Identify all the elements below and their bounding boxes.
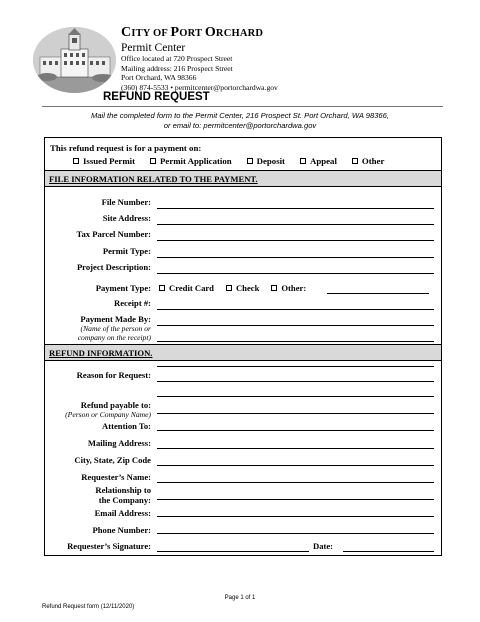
option-credit-card[interactable]: Credit Card xyxy=(159,283,214,293)
option-check[interactable]: Check xyxy=(226,283,259,293)
tax-parcel-label: Tax Parcel Number: xyxy=(76,229,151,239)
tax-parcel-field[interactable] xyxy=(157,240,434,241)
refund-form xyxy=(44,137,442,556)
checkbox-check[interactable] xyxy=(226,285,232,291)
receipt-field[interactable] xyxy=(157,309,434,310)
project-description-label: Project Description: xyxy=(76,262,151,272)
file-number-field[interactable] xyxy=(157,208,434,209)
reason-field-3[interactable] xyxy=(157,396,434,397)
phone-label: Phone Number: xyxy=(92,525,151,535)
requester-name-field[interactable] xyxy=(157,482,434,483)
mail-note-line-2: or email to: permitcenter@portorchardwa.gov xyxy=(163,120,317,130)
payment-for-options xyxy=(73,156,384,166)
city-name: CITY OF PORT ORCHARD xyxy=(121,25,264,40)
payment-made-by-note-2: company on the receipt) xyxy=(77,333,151,342)
attention-label: Attention To: xyxy=(102,421,151,431)
address-line-1: Office located at 720 Prospect Street xyxy=(121,54,233,63)
city-hall-illustration xyxy=(33,27,116,93)
checkbox-appeal[interactable] xyxy=(300,158,306,164)
payment-made-by-label: Payment Made By: xyxy=(80,314,151,324)
checkbox-credit-card[interactable] xyxy=(159,285,165,291)
option-issued-permit[interactable]: Issued Permit xyxy=(73,156,135,166)
address-line-2: Mailing address: 216 Prospect Street xyxy=(121,63,233,73)
email-label: Email Address: xyxy=(94,508,151,518)
signature-label: Requester’s Signature: xyxy=(67,541,151,551)
mail-note-line-1: Mail the completed form to the Permit Center, 216 Prospect St. Port Orchard, WA 98366, xyxy=(91,111,389,120)
contact-line: (360) 874-5533 • permitcenter@portorchardwa.gov xyxy=(121,82,278,92)
option-other[interactable]: Other xyxy=(352,156,384,166)
mailing-address-label: Mailing Address: xyxy=(87,438,151,448)
mail-instructions xyxy=(40,111,440,130)
checkbox-permit-application[interactable] xyxy=(150,158,156,164)
organization-block xyxy=(121,25,278,92)
relationship-label-2: the Company: xyxy=(98,495,151,505)
requester-name-label: Requester’s Name: xyxy=(81,472,151,482)
payment-made-by-note-1: (Name of the person or xyxy=(80,324,151,333)
file-info-heading: FILE INFORMATION RELATED TO THE PAYMENT. xyxy=(45,170,441,187)
reason-label: Reason for Request: xyxy=(76,370,151,380)
payment-made-by-field-2[interactable] xyxy=(157,341,434,342)
file-number-label: File Number: xyxy=(101,197,151,207)
payment-made-by-field-1[interactable] xyxy=(157,325,434,326)
reason-field-1[interactable] xyxy=(157,366,434,367)
attention-field[interactable] xyxy=(157,430,434,431)
checkbox-other[interactable] xyxy=(352,158,358,164)
title-divider xyxy=(42,106,443,107)
date-label: Date: xyxy=(313,541,334,551)
relationship-label-1: Relationship to xyxy=(95,485,151,495)
city-hall-logo xyxy=(33,27,116,93)
checkbox-deposit[interactable] xyxy=(247,158,253,164)
city-state-zip-label: City, State, Zip Code xyxy=(74,455,151,465)
signature-field[interactable] xyxy=(157,551,309,552)
payment-other-field[interactable] xyxy=(327,293,429,294)
refund-info-heading: REFUND INFORMATION. xyxy=(45,344,441,361)
option-deposit[interactable]: Deposit xyxy=(247,156,285,166)
receipt-label: Receipt #: xyxy=(114,298,151,308)
project-description-field-1[interactable] xyxy=(157,257,434,258)
payment-for-question: This refund request is for a payment on: xyxy=(50,143,202,153)
project-description-field-2[interactable] xyxy=(157,273,434,274)
mailing-address-field[interactable] xyxy=(157,448,434,449)
option-appeal[interactable]: Appeal xyxy=(300,156,337,166)
page-number: Page 1 of 1 xyxy=(224,595,256,601)
relationship-field[interactable] xyxy=(157,499,434,500)
address-line-3: Port Orchard, WA 98366 xyxy=(121,73,197,83)
department-name: Permit Center xyxy=(121,42,186,54)
payable-to-field[interactable] xyxy=(157,413,434,414)
checkbox-payment-other[interactable] xyxy=(271,285,277,291)
option-payment-other[interactable]: Other: xyxy=(271,283,306,293)
site-address-field[interactable] xyxy=(157,224,434,225)
email-field[interactable] xyxy=(157,516,434,517)
site-address-label: Site Address: xyxy=(102,213,151,223)
payment-type-options xyxy=(159,283,306,293)
payable-to-label: Refund payable to: xyxy=(80,400,151,410)
option-permit-application[interactable]: Permit Application xyxy=(150,156,232,166)
form-title: REFUND REQUEST xyxy=(103,91,210,103)
reason-field-2[interactable] xyxy=(157,381,434,382)
checkbox-issued-permit[interactable] xyxy=(73,158,79,164)
permit-type-label: Permit Type: xyxy=(102,246,151,256)
date-field[interactable] xyxy=(343,551,434,552)
payable-to-note: (Person or Company Name) xyxy=(65,410,151,419)
city-state-zip-field[interactable] xyxy=(157,465,434,466)
form-revision: Refund Request form (12/11/2020) xyxy=(42,604,135,610)
phone-field[interactable] xyxy=(157,533,434,534)
payment-type-label: Payment Type: xyxy=(95,283,151,293)
